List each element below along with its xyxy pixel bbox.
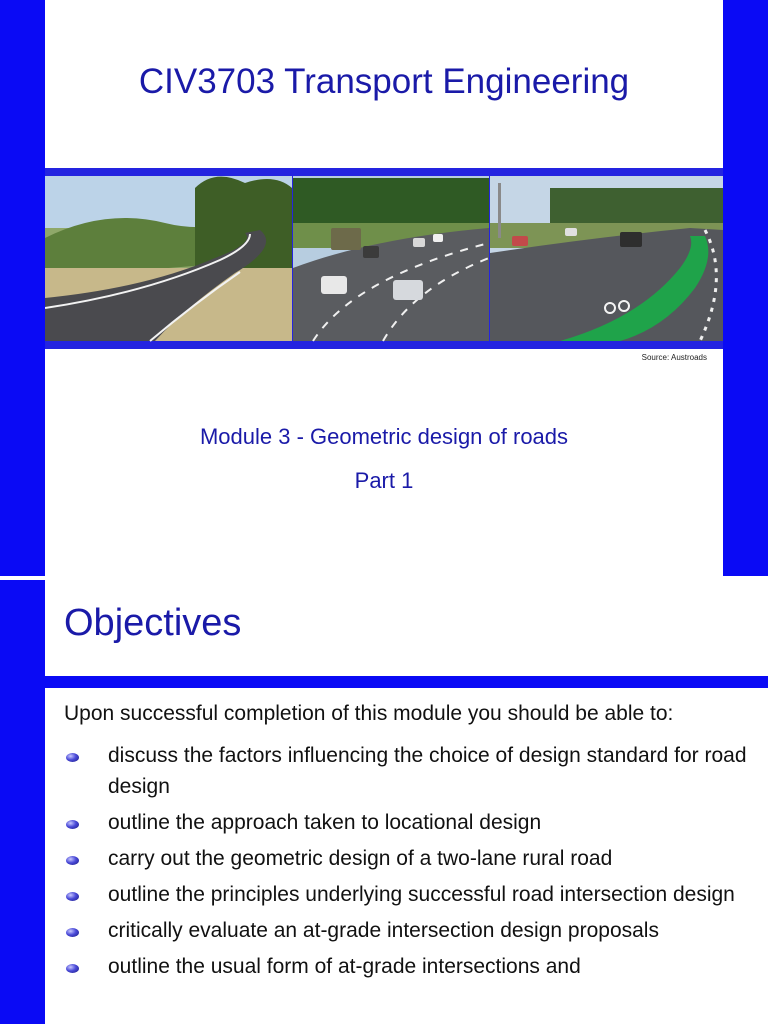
course-title: CIV3703 Transport Engineering xyxy=(138,62,630,101)
objective-text: outline the approach taken to locational design xyxy=(108,811,542,834)
rural-road-photo xyxy=(45,176,292,341)
left-accent-bar xyxy=(0,580,45,1024)
bullet-icon xyxy=(66,820,79,829)
objectives-slide xyxy=(0,580,768,1024)
part-label: Part 1 xyxy=(354,468,414,493)
list-item xyxy=(64,879,764,910)
objective-text: critically evaluate an at-grade intersection design proposals xyxy=(108,919,659,942)
bicycle-lane-photo xyxy=(490,176,723,341)
list-item xyxy=(64,951,764,982)
objective-text: discuss the factors influencing the choice of design standard for road design xyxy=(108,744,747,798)
bullet-icon xyxy=(66,892,79,901)
road-photo-strip xyxy=(45,168,723,349)
bullet-icon xyxy=(66,928,79,937)
image-source-caption: Source: Austroads xyxy=(641,353,707,362)
divided-highway-photo xyxy=(293,176,489,341)
list-item xyxy=(64,807,764,838)
list-item xyxy=(64,843,764,874)
objective-text: outline the usual form of at-grade intersections and xyxy=(108,955,581,978)
bullet-icon xyxy=(66,856,79,865)
bullet-icon xyxy=(66,753,79,762)
objective-text: outline the principles underlying successful road intersection design xyxy=(108,883,735,906)
list-item xyxy=(64,740,764,802)
right-accent-bar xyxy=(723,0,768,576)
bullet-icon xyxy=(66,964,79,973)
list-item xyxy=(64,915,764,946)
left-accent-bar xyxy=(0,0,45,576)
objectives-list xyxy=(64,740,764,987)
objectives-intro: Upon successful completion of this module you should be able to: xyxy=(64,702,674,725)
objectives-heading: Objectives xyxy=(64,602,242,644)
objective-text: carry out the geometric design of a two-lane rural road xyxy=(108,847,613,870)
title-underline-bar xyxy=(45,676,768,688)
module-title: Module 3 - Geometric design of roads xyxy=(199,424,569,449)
